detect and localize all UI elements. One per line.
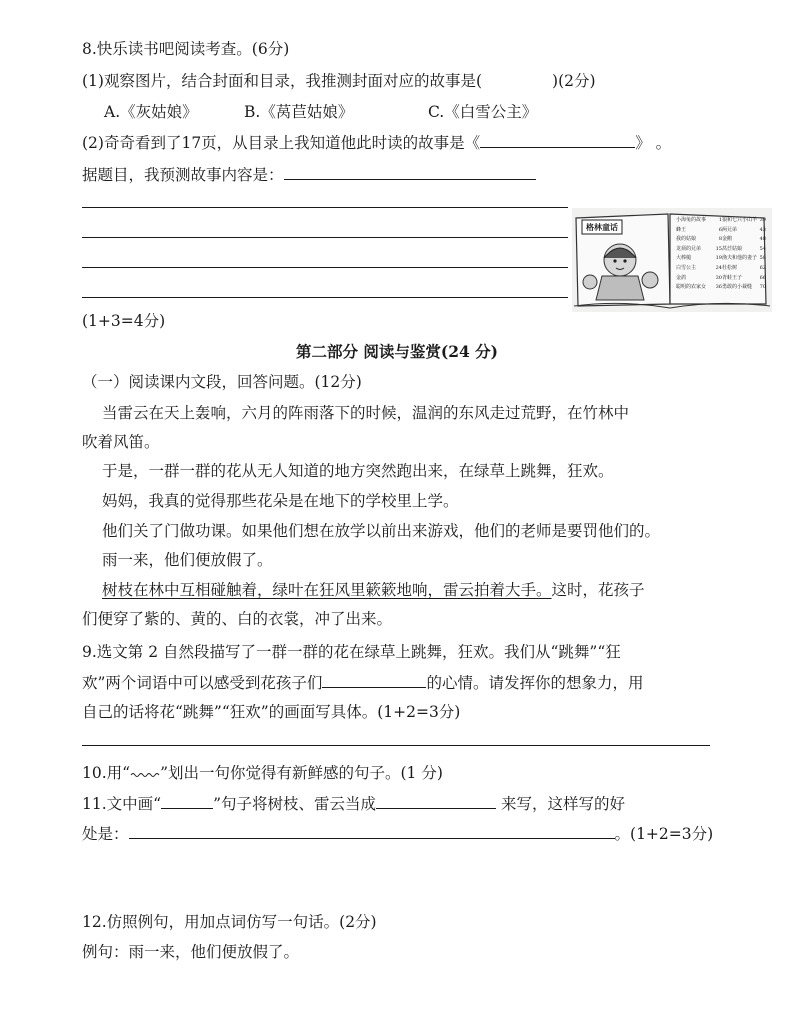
q8-title: 8.快乐读书吧阅读考查。(6分) (82, 40, 290, 58)
toc-right-entry-page: 70 (759, 284, 766, 291)
part2-title: 第二部分 阅读与鉴赏(24 分) (295, 342, 499, 361)
q9-line2-prefix: 欢”两个词语中可以感受到花孩子们 (82, 674, 323, 692)
q10-suffix: ”划出一句你觉得有新鲜感的句子。(1 分) (160, 764, 443, 782)
toc-right-entry (722, 283, 766, 293)
book-cover-title: 格林童话 (586, 222, 618, 232)
passage-p6 (102, 579, 645, 601)
toc-right-entry (722, 216, 766, 226)
toc-left-entry-page: 8 (718, 236, 722, 243)
answer-line-1[interactable] (82, 207, 568, 208)
q11-prefix: 11.文中画“ (82, 795, 162, 813)
toc-left-entry-title: 蜂王 (676, 226, 687, 233)
book-toc-left (676, 216, 722, 293)
passage-p6-underlined: 树枝在林中互相碰触着，绿叶在狂风里簌簌地响，雷云拍着大手。 (102, 581, 552, 599)
toc-left-entry-title: 小海兔的故事 (676, 217, 707, 223)
toc-right-entry-page: 62 (759, 264, 766, 271)
toc-left-entry-title: 我的姑娘 (676, 236, 697, 243)
answer-line-2[interactable] (82, 237, 568, 238)
q8-predict-label: 据题目，我预测故事内容是： (82, 166, 284, 184)
book-toc-right (722, 216, 766, 293)
q9-line3: 自己的话将花“跳舞”“狂欢”的画面写具体。(1+2=3分) (82, 703, 461, 721)
q8-score: (1+3=4分) (82, 312, 166, 330)
passage-p2: 于是，一群一群的花从无人知道的地方突然跑出来，在绿草上跳舞，狂欢。 (102, 462, 614, 480)
q8-sub1-suffix: )(2分) (552, 72, 596, 90)
q12-example: 例句：雨一来，他们便放假了。 (82, 943, 300, 961)
toc-left-entry-page: 36 (715, 284, 722, 291)
toc-right-entry (722, 235, 766, 245)
passage-p1a: 当雷云在天上轰响，六月的阵雨落下的时候，温润的东风走过荒野，在竹林中 (102, 404, 630, 422)
toc-left-entry-page: 19 (715, 255, 722, 262)
toc-left-entry-page: 15 (715, 245, 722, 252)
toc-right-entry-title: 渔夫和他的妻子 (722, 255, 758, 262)
toc-left-entry-title: 金鸽 (676, 274, 687, 281)
q8-sub2-suffix: 》 。 (635, 134, 672, 152)
q8-predict-blank[interactable] (284, 163, 536, 180)
q11-mid: ”句子将树枝、雷云当成 (213, 795, 377, 813)
toc-left-entry-title: 龙须的兄弟 (676, 245, 702, 252)
q11-suffix: 来写，这样写的好 (496, 795, 625, 813)
q8-sub1 (82, 70, 596, 92)
toc-right-entry-page: 58 (759, 255, 766, 262)
passage-p4: 他们关了门做功课。如果他们想在放学以前出来游戏，他们的老师是要罚他们的。 (102, 522, 661, 540)
passage-p6-rest: 这时，花孩子 (551, 581, 645, 599)
q11-l2-prefix: 处是： (82, 825, 129, 843)
toc-right-entry (722, 264, 766, 274)
q9-mood-blank[interactable] (322, 671, 426, 688)
q11-treated-as-blank[interactable] (376, 792, 496, 809)
q9-answer-line[interactable] (82, 745, 710, 746)
toc-left-entry-title: 聪明的农家女 (676, 284, 707, 291)
toc-right-entry-page: 54 (759, 245, 766, 252)
toc-right-entry (722, 226, 766, 236)
q9-line1: 9.选文第 2 自然段描写了一群一群的花在绿草上跳舞，狂欢。我们从“跳舞”“狂 (82, 643, 621, 661)
passage-p5: 雨一来，他们便放假了。 (102, 551, 273, 569)
section1-heading: （一）阅读课内文段，回答问题。(12分) (82, 373, 362, 391)
toc-left-entry-title: 白雪公主 (676, 264, 697, 271)
toc-right-entry-title: 杜松树 (722, 264, 738, 271)
wavy-underline-icon (130, 768, 160, 778)
toc-left-entry (676, 264, 722, 274)
toc-left-entry (676, 254, 722, 264)
toc-right-entry-title: 金鹅 (722, 236, 733, 243)
toc-left-entry (676, 226, 722, 236)
toc-left-entry (676, 245, 722, 255)
q8-sub1-prefix: (1)观察图片，结合封面和目录，我推测封面对应的故事是( (82, 72, 483, 90)
toc-right-entry-title: 两兄弟 (722, 226, 738, 233)
straight-underline-sample (161, 792, 213, 809)
answer-line-3[interactable] (82, 267, 568, 268)
toc-right-entry (722, 254, 766, 264)
passage-p6b: 们便穿了紫的、黄的、白的衣裳，冲了出来。 (82, 610, 393, 628)
toc-right-entry (722, 274, 766, 284)
q8-opt-b: B.《莴苣姑娘》 (244, 103, 354, 121)
toc-right-entry-title: 莴苣姑娘 (722, 245, 743, 252)
toc-right-entry (722, 245, 766, 255)
q8-predict (82, 163, 536, 186)
q8-opt-a: A.《灰姑娘》 (104, 103, 198, 121)
toc-left-entry-page: 1 (718, 217, 722, 223)
toc-left-entry (676, 283, 722, 293)
toc-left-entry (676, 235, 722, 245)
q9-line2-suffix: 的心情。请发挥你的想象力，用 (426, 674, 644, 692)
q12-title: 12.仿照例句，用加点词仿写一句话。(2分) (82, 913, 377, 931)
q11-l2-suffix: 。(1+2=3分) (614, 825, 714, 843)
toc-left-entry-page: 6 (718, 226, 722, 233)
toc-left-entry-title: 大棒槌 (676, 255, 692, 262)
book-illustration (572, 208, 772, 312)
toc-right-entry-page: 66 (759, 274, 766, 281)
toc-left-entry-page: 30 (715, 274, 722, 281)
q8-sub2 (82, 131, 671, 154)
answer-line-4[interactable] (82, 297, 568, 298)
q11-benefit-blank[interactable] (129, 822, 615, 839)
q10-prefix: 10.用“ (82, 764, 131, 782)
toc-left-entry (676, 216, 722, 226)
q10 (82, 762, 443, 784)
q9-line2 (82, 671, 643, 694)
passage-p1b: 吹着风笛。 (82, 433, 160, 451)
q8-sub2-prefix: (2)奇奇看到了17页，从目录上我知道他此时读的故事是《 (82, 134, 481, 152)
q8-opt-c: C.《白雪公主》 (428, 103, 538, 121)
toc-right-entry-page: 43 (759, 226, 766, 233)
toc-right-entry-title: 勇敢的小裁缝 (722, 284, 753, 291)
q11-line2 (82, 822, 713, 845)
toc-right-entry-page: 48 (759, 236, 766, 243)
toc-right-entry-page: 39 (759, 217, 766, 223)
toc-left-entry (676, 274, 722, 284)
toc-right-entry-title: 青蛙王子 (722, 274, 743, 281)
passage-p3: 妈妈，我真的觉得那些花朵是在地下的学校里上学。 (102, 492, 459, 510)
q11-line1 (82, 792, 625, 815)
toc-left-entry-page: 24 (715, 264, 722, 271)
q8-sub2-answer-blank[interactable] (480, 131, 635, 148)
toc-right-entry-title: 狼和七只小山羊 (722, 217, 758, 223)
